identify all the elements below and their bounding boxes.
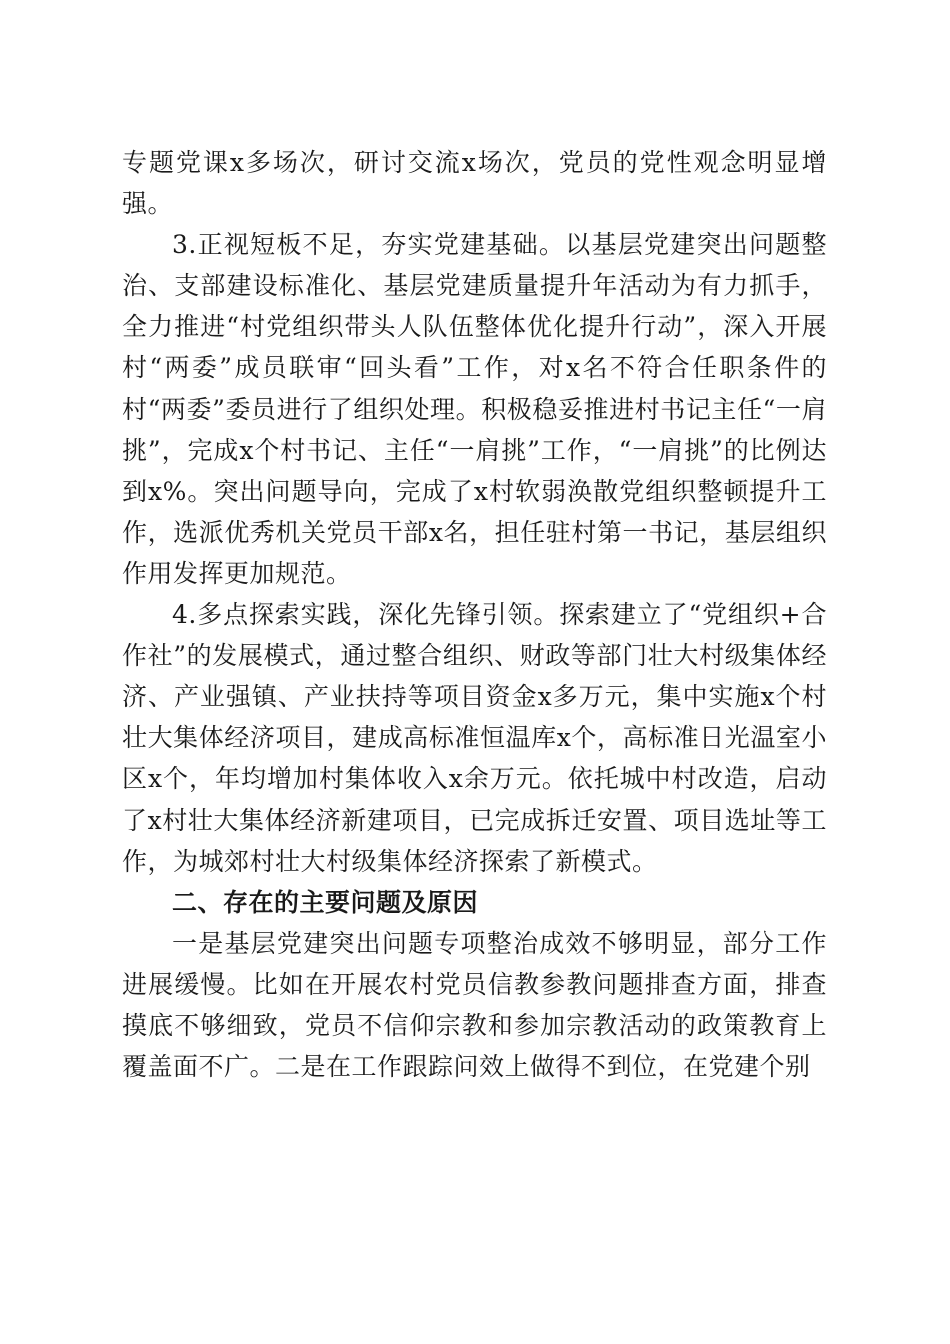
section-heading: 二、存在的主要问题及原因 [172,887,479,917]
document-body [122,142,827,1087]
paragraph-problems: 一是基层党建突出问题专项整治成效不够明显，部分工作进展缓慢。比如在开展农村党员信教参教问题排查方面，排查摸底不够细致，党员不信仰宗教和参加宗教活动的政策教育上覆盖面不广。二是在工作跟踪问效上做得不到位，在党建个别 [122,928,827,1082]
paragraph-item-4: 4.多点探索实践，深化先锋引领。探索建立了“党组织+合作社”的发展模式，通过整合组织、财政等部门壮大村级集体经济、产业强镇、产业扶持等项目资金x多万元，集中实施x个村壮大集体经济项目，建成高标准恒温库x个，高标准日光温室小区x个，年均增加村集体收入x余万元。依托城中村改造，启动了x村壮大集体经济新建项目，已完成拆迁安置、项目选址等工作，为城郊村壮大村级集体经济探索了新模式。 [122,600,827,876]
paragraph-continuation: 专题党课x多场次，研讨交流x场次，党员的党性观念明显增强。 [122,148,827,219]
paragraph-item-3: 3.正视短板不足，夯实党建基础。以基层党建突出问题整治、支部建设标准化、基层党建质量提升年活动为有力抓手，全力推进“村党组织带头人队伍整体优化提升行动”，深入开展村“两委”成员联审“回头看”工作，对x名不符合任职条件的村“两委”委员进行了组织处理。积极稳妥推进村书记主任“一肩挑”，完成x个村书记、主任“一肩挑”工作，“一肩挑”的比例达到x%。突出问题导向，完成了x村软弱涣散党组织整顿提升工作，选派优秀机关党员干部x名，担任驻村第一书记，基层组织作用发挥更加规范。 [122,230,827,588]
